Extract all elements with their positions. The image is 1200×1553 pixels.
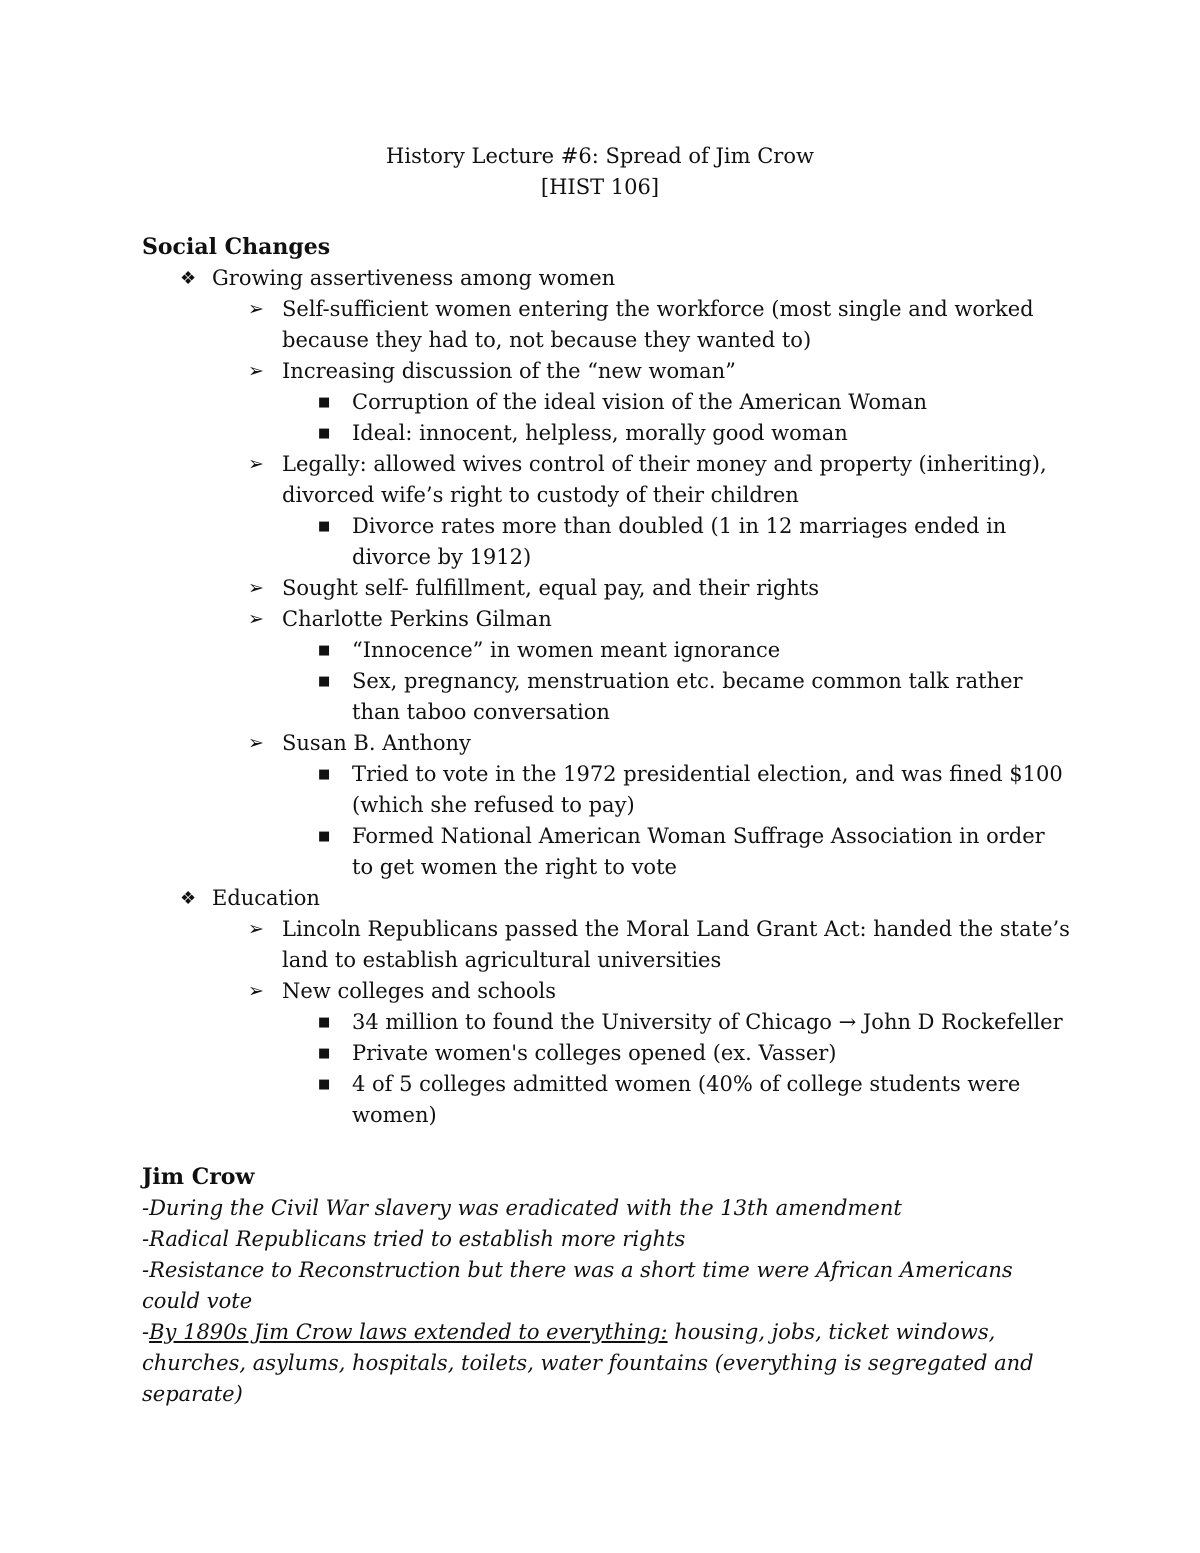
sub-sub-bullet	[142, 1069, 1072, 1131]
bullet-text: Increasing discussion of the “new woman”	[282, 359, 736, 383]
jim-crow-line: -Resistance to Reconstruction but there was a short time were African Americans could vote	[142, 1258, 1013, 1313]
square-bullet-icon: ■	[318, 643, 331, 658]
square-bullet-icon: ■	[318, 426, 331, 441]
arrow-bullet-icon: ➢	[248, 360, 264, 382]
sub-sub-bullet	[142, 635, 1072, 666]
bullet-text: 34 million to found the University of Chicago → John D Rockefeller	[352, 1010, 1063, 1034]
arrow-bullet-icon: ➢	[248, 608, 264, 630]
bullet-text: Lincoln Republicans passed the Moral Land Grant Act: handed the state’s land to establish agricultural universities	[282, 917, 1070, 972]
square-bullet-icon: ■	[318, 395, 331, 410]
bullet-text: New colleges and schools	[282, 979, 557, 1003]
arrow-bullet-icon: ➢	[248, 453, 264, 475]
sub-sub-bullet	[142, 511, 1072, 573]
bullet-text: Ideal: innocent, helpless, morally good woman	[352, 421, 848, 445]
section-heading-social-changes: Social Changes	[142, 234, 331, 260]
sub-sub-bullet	[142, 1038, 1072, 1069]
arrow-bullet-icon: ➢	[248, 918, 264, 940]
title-block	[0, 141, 1200, 203]
bullet-text: Growing assertiveness among women	[212, 266, 616, 290]
sub-bullet	[142, 914, 1072, 976]
sub-bullet	[142, 976, 1072, 1007]
bullet-text: Education	[212, 886, 320, 910]
diamond-bullet-icon: ❖	[180, 888, 197, 909]
square-bullet-icon: ■	[318, 674, 331, 689]
line-rest: housing, jobs, ticket windows, churches, asylums, hospitals, toilets, water fountains (everything is segregated and separate)	[142, 1320, 1034, 1406]
bullet-women	[142, 263, 1072, 294]
sub-sub-bullet	[142, 666, 1072, 728]
bullet-text: Susan B. Anthony	[282, 731, 471, 755]
square-bullet-icon: ■	[318, 829, 331, 844]
jim-crow-line: -Radical Republicans tried to establish more rights	[142, 1227, 686, 1251]
sub-sub-bullet	[142, 387, 1072, 418]
bullet-text: “Innocence” in women meant ignorance	[352, 638, 781, 662]
sub-sub-bullet	[142, 821, 1072, 883]
bullet-text: Sought self- fulfillment, equal pay, and their rights	[282, 576, 820, 600]
sub-bullet	[142, 356, 1072, 387]
square-bullet-icon: ■	[318, 767, 331, 782]
bullet-text: Charlotte Perkins Gilman	[282, 607, 552, 631]
bullet-text: 4 of 5 colleges admitted women (40% of college students were women)	[352, 1072, 1021, 1127]
sub-bullet	[142, 604, 1072, 635]
diamond-bullet-icon: ❖	[180, 268, 197, 289]
sub-bullet	[142, 728, 1072, 759]
course-code: [HIST 106]	[540, 175, 660, 199]
bullet-text: Self-sufficient women entering the workforce (most single and worked because they had to, not because they wanted to)	[282, 297, 1034, 352]
sub-sub-bullet	[142, 1007, 1072, 1038]
square-bullet-icon: ■	[318, 1077, 331, 1092]
sub-bullet	[142, 449, 1072, 511]
square-bullet-icon: ■	[318, 1046, 331, 1061]
notes-content	[142, 232, 1072, 1410]
sub-sub-bullet	[142, 759, 1072, 821]
square-bullet-icon: ■	[318, 1015, 331, 1030]
arrow-bullet-icon: ➢	[248, 980, 264, 1002]
arrow-bullet-icon: ➢	[248, 577, 264, 599]
bullet-text: Tried to vote in the 1972 presidential election, and was fined $100 (which she refused to pay)	[352, 762, 1063, 817]
bullet-text: Divorce rates more than doubled (1 in 12 marriages ended in divorce by 1912)	[352, 514, 1007, 569]
underlined-phrase: By 1890s Jim Crow laws extended to everything:	[149, 1320, 668, 1344]
spacer	[142, 1131, 1072, 1162]
sub-sub-bullet	[142, 418, 1072, 449]
bullet-text: Private women's colleges opened (ex. Vasser)	[352, 1041, 837, 1065]
page-title: History Lecture #6: Spread of Jim Crow	[386, 144, 814, 168]
sub-bullet	[142, 573, 1072, 604]
bullet-text: Sex, pregnancy, menstruation etc. became common talk rather than taboo conversation	[352, 669, 1023, 724]
bullet-text: Legally: allowed wives control of their money and property (inheriting), divorced wife’s right to custody of their children	[282, 452, 1047, 507]
bullet-text: Formed National American Woman Suffrage Association in order to get women the right to vote	[352, 824, 1045, 879]
bullet-education	[142, 883, 1072, 914]
jim-crow-line-last	[142, 1317, 1072, 1410]
arrow-bullet-icon: ➢	[248, 298, 264, 320]
arrow-bullet-icon: ➢	[248, 732, 264, 754]
line-prefix: -	[142, 1320, 150, 1344]
sub-bullet	[142, 294, 1072, 356]
section-heading-jim-crow: Jim Crow	[142, 1164, 255, 1190]
bullet-text: Corruption of the ideal vision of the American Woman	[352, 390, 927, 414]
jim-crow-line: -During the Civil War slavery was eradicated with the 13th amendment	[142, 1196, 902, 1220]
square-bullet-icon: ■	[318, 519, 331, 534]
